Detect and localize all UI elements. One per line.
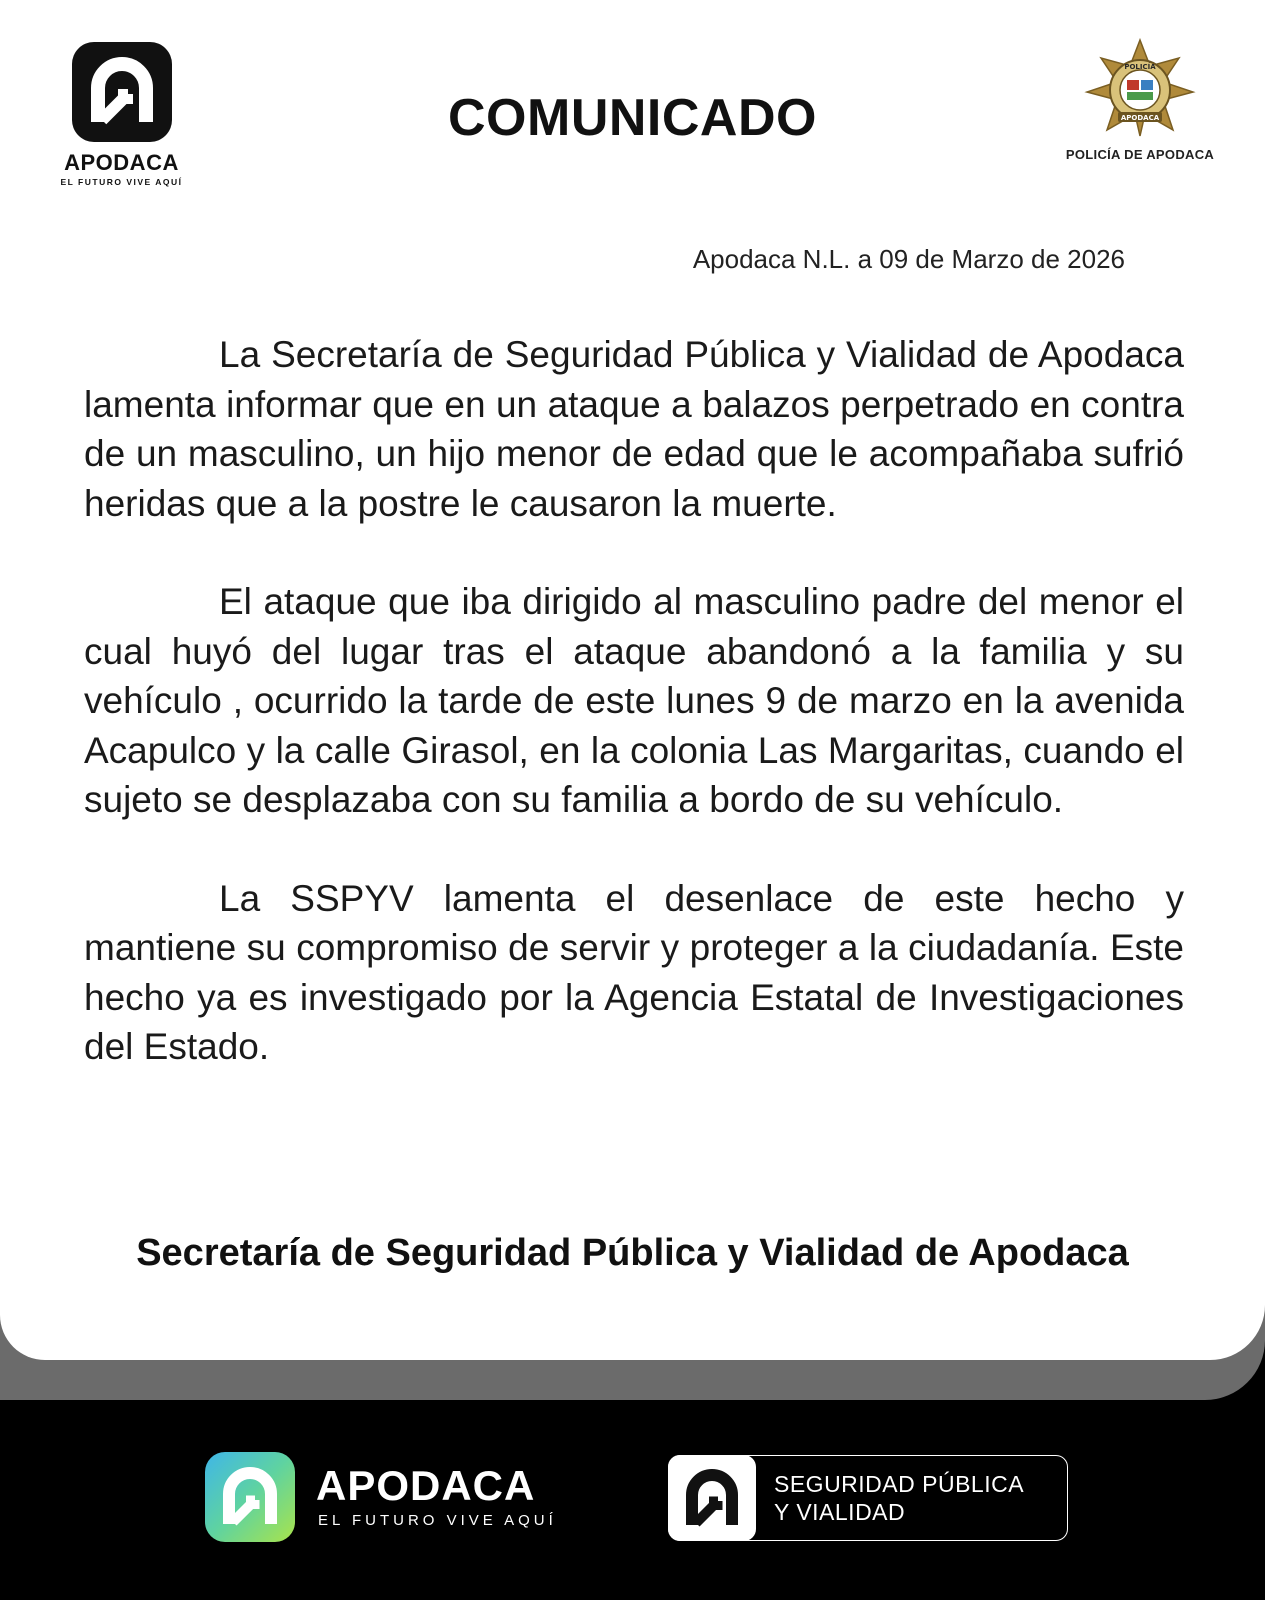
paragraph-1: La Secretaría de Seguridad Pública y Vialidad de Apodaca lamenta informar que en un ataque a balazos perpetrado en contra de un masculino, un hijo menor de edad que le acompañaba sufrió heridas que a la postre le causaron la muerte. bbox=[84, 334, 1184, 524]
footer-dept-logo bbox=[668, 1455, 1068, 1541]
police-logo-caption: POLICÍA DE APODACA bbox=[1065, 147, 1215, 162]
footer-dept-text bbox=[774, 1470, 1024, 1526]
signature: Secretaría de Seguridad Pública y Vialidad de Apodaca bbox=[136, 1232, 1129, 1274]
footer-dept-line2: Y VIALIDAD bbox=[774, 1499, 906, 1525]
police-logo bbox=[1050, 38, 1230, 162]
badge-text-bottom: APODACA bbox=[1120, 114, 1160, 122]
footer-dept-line1: SEGURIDAD PÚBLICA bbox=[774, 1471, 1025, 1497]
apodaca-logo-tagline: EL FUTURO VIVE AQUÍ bbox=[60, 177, 183, 187]
apodaca-footer-icon bbox=[205, 1452, 295, 1542]
footer-brand: APODACA bbox=[316, 1462, 536, 1509]
document-body bbox=[84, 330, 1184, 1121]
badge-text-top: POLICÍA bbox=[1124, 63, 1156, 71]
apodaca-logo-name: APODACA bbox=[64, 150, 179, 175]
document-date: Apodaca N.L. a 09 de Marzo de 2026 bbox=[692, 244, 1125, 274]
footer-tagline: EL FUTURO VIVE AQUÍ bbox=[318, 1512, 557, 1529]
paragraph-2: El ataque que iba dirigido al masculino padre del menor el cual huyó del lugar tras el ataque abandonó a la familia y su vehículo , ocurrido la tarde de este lunes 9 de marzo en la avenida Acapulco y la calle Girasol, en la colonia Las Margaritas, cuando el sujeto se desplazaba con su familia a bordo de su vehículo. bbox=[84, 581, 1184, 820]
police-badge-icon bbox=[1075, 38, 1205, 138]
page-title: COMUNICADO bbox=[448, 89, 817, 147]
footer-dept-icon bbox=[668, 1455, 756, 1541]
paragraph-3: La SSPYV lamenta el desenlace de este hecho y mantiene su compromiso de servir y proteger a la ciudadanía. Este hecho ya es investigado por la Agencia Estatal de Investigaciones del Estado. bbox=[84, 877, 1184, 1067]
